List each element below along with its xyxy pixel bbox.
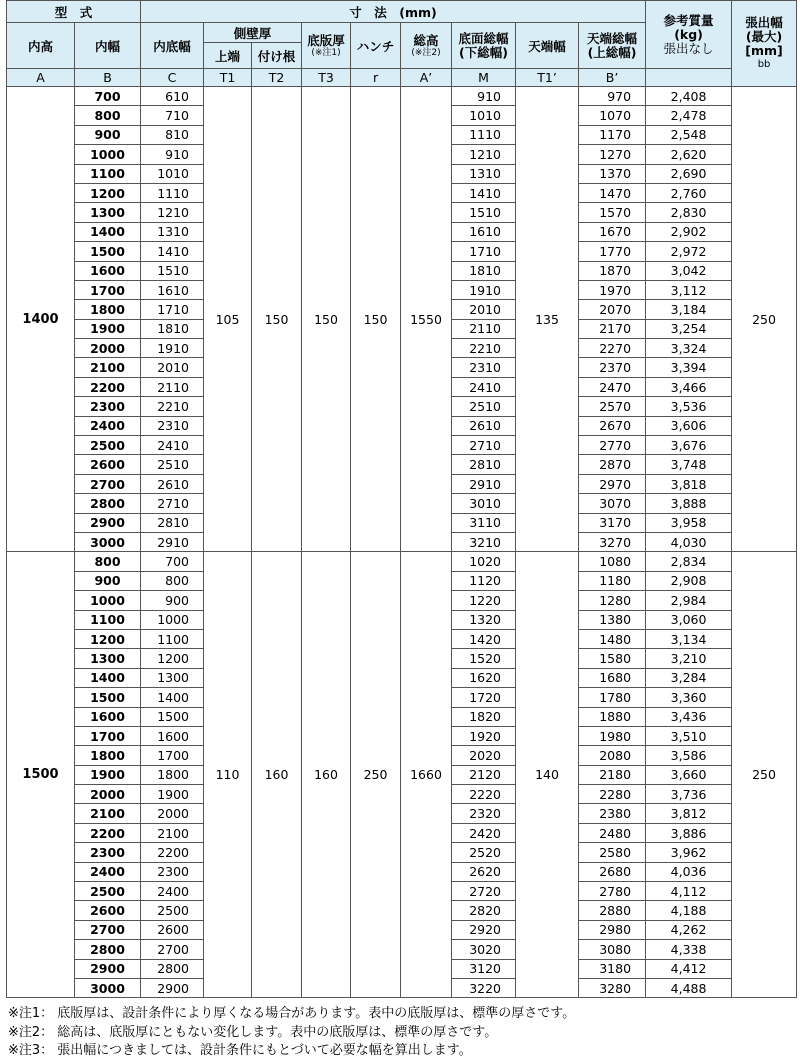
mass-cell: 2,620 (646, 145, 732, 164)
inner-width-cell: 800 (75, 106, 141, 125)
inner-width-cell: 1700 (75, 726, 141, 745)
inner-bottom-width-cell: 1300 (141, 668, 204, 687)
bottom-width-cell: 1010 (452, 106, 516, 125)
inner-width-cell: 800 (75, 552, 141, 571)
header-top-total-width: 天端総幅 (上総幅) (579, 23, 646, 69)
bottom-width-cell: 2710 (452, 436, 516, 455)
inner-bottom-width-cell: 2100 (141, 823, 204, 842)
inner-bottom-width-cell: 2000 (141, 804, 204, 823)
mass-cell: 3,510 (646, 726, 732, 745)
mass-cell: 4,188 (646, 901, 732, 920)
top-total-width-cell: 2070 (579, 300, 646, 319)
inner-width-cell: 2600 (75, 901, 141, 920)
bottom-width-cell: 1510 (452, 203, 516, 222)
top-total-width-cell: 2780 (579, 882, 646, 901)
inner-bottom-width-cell: 1600 (141, 726, 204, 745)
mass-cell: 3,660 (646, 765, 732, 784)
haunch-cell: 150 (351, 87, 401, 552)
bottom-width-cell: 1720 (452, 688, 516, 707)
inner-width-cell: 1300 (75, 203, 141, 222)
top-total-width-cell: 3270 (579, 532, 646, 551)
inner-bottom-width-cell: 1400 (141, 688, 204, 707)
inner-bottom-width-cell: 2910 (141, 532, 204, 551)
inner-bottom-width-cell: 1310 (141, 222, 204, 241)
mass-cell: 3,112 (646, 280, 732, 299)
mass-cell: 4,412 (646, 959, 732, 978)
inner-bottom-width-cell: 1900 (141, 785, 204, 804)
bottom-width-cell: 2320 (452, 804, 516, 823)
top-total-width-cell: 1280 (579, 591, 646, 610)
mass-cell: 2,972 (646, 242, 732, 261)
inner-bottom-width-cell: 2410 (141, 436, 204, 455)
mass-cell: 4,262 (646, 920, 732, 939)
inner-bottom-width-cell: 1010 (141, 164, 204, 183)
inner-width-cell: 1100 (75, 610, 141, 629)
top-total-width-cell: 3280 (579, 978, 646, 997)
bottom-width-cell: 3120 (452, 959, 516, 978)
inner-bottom-width-cell: 1200 (141, 649, 204, 668)
top-total-width-cell: 2180 (579, 765, 646, 784)
bottom-width-cell: 2910 (452, 474, 516, 493)
inner-width-cell: 2500 (75, 436, 141, 455)
mass-cell: 2,690 (646, 164, 732, 183)
footnote-1: ※注1： 底版厚は、設計条件により厚くなる場合があります。表中の底版厚は、標準の厚さです。 (8, 1006, 576, 1021)
bottom-width-cell: 2410 (452, 377, 516, 396)
mass-cell: 2,908 (646, 571, 732, 590)
mass-cell: 2,984 (646, 591, 732, 610)
inner-width-cell: 1900 (75, 765, 141, 784)
sym: T1 (204, 69, 252, 87)
sym-blank (646, 69, 732, 87)
inner-width-cell: 1600 (75, 707, 141, 726)
table-row (7, 87, 797, 106)
mass-cell: 3,586 (646, 746, 732, 765)
top-total-width-cell: 3180 (579, 959, 646, 978)
header-root: 付け根 (252, 43, 302, 69)
mass-cell: 3,184 (646, 300, 732, 319)
top-total-width-cell: 1080 (579, 552, 646, 571)
bottom-width-cell: 2210 (452, 339, 516, 358)
inner-width-cell: 1200 (75, 629, 141, 648)
header-mass: 参考質量 (kg) 張出なし (646, 1, 732, 69)
inner-width-cell: 1900 (75, 319, 141, 338)
inner-bottom-width-cell: 2300 (141, 862, 204, 881)
inner-width-cell: 700 (75, 87, 141, 106)
bottom-width-cell: 1610 (452, 222, 516, 241)
bottom-width-cell: 1420 (452, 629, 516, 648)
top-thickness-cell: 135 (516, 87, 579, 552)
inner-bottom-width-cell: 2310 (141, 416, 204, 435)
mass-cell: 2,548 (646, 125, 732, 144)
bottom-width-cell: 2020 (452, 746, 516, 765)
inner-width-cell: 2500 (75, 882, 141, 901)
header-haunch: ハンチ (351, 23, 401, 69)
footnotes (8, 1005, 575, 1061)
inner-height-cell: 1400 (7, 87, 75, 552)
bottom-width-cell: 1910 (452, 280, 516, 299)
mass-cell: 3,958 (646, 513, 732, 532)
inner-width-cell: 2700 (75, 920, 141, 939)
inner-width-cell: 2700 (75, 474, 141, 493)
top-total-width-cell: 1980 (579, 726, 646, 745)
footnote-3: ※注3： 張出幅につきましては、設計条件にもとづいて必要な幅を算出します。 (8, 1043, 472, 1058)
top-total-width-cell: 2480 (579, 823, 646, 842)
sym: B (75, 69, 141, 87)
sym: T1’ (516, 69, 579, 87)
inner-width-cell: 1800 (75, 746, 141, 765)
inner-bottom-width-cell: 1810 (141, 319, 204, 338)
header-base-thickness: 底版厚 (※注1) (302, 23, 351, 69)
table-row (7, 552, 797, 571)
inner-width-cell: 1300 (75, 649, 141, 668)
top-total-width-cell: 2370 (579, 358, 646, 377)
top-total-width-cell: 1670 (579, 222, 646, 241)
mass-cell: 3,394 (646, 358, 732, 377)
bottom-width-cell: 2420 (452, 823, 516, 842)
inner-width-cell: 2100 (75, 804, 141, 823)
mass-cell: 3,466 (646, 377, 732, 396)
inner-width-cell: 1600 (75, 261, 141, 280)
inner-bottom-width-cell: 800 (141, 571, 204, 590)
header-total-height: 総高 (※注2) (401, 23, 452, 69)
sym: M (452, 69, 516, 87)
mass-cell: 2,834 (646, 552, 732, 571)
top-total-width-cell: 1870 (579, 261, 646, 280)
top-total-width-cell: 1570 (579, 203, 646, 222)
inner-bottom-width-cell: 1610 (141, 280, 204, 299)
top-total-width-cell: 2680 (579, 862, 646, 881)
bottom-width-cell: 2010 (452, 300, 516, 319)
base-thickness-cell: 160 (302, 552, 351, 998)
top-total-width-cell: 2080 (579, 746, 646, 765)
mass-cell: 3,886 (646, 823, 732, 842)
bottom-width-cell: 2610 (452, 416, 516, 435)
inner-width-cell: 2800 (75, 494, 141, 513)
inner-width-cell: 3000 (75, 532, 141, 551)
inner-width-cell: 2600 (75, 455, 141, 474)
bottom-width-cell: 3220 (452, 978, 516, 997)
inner-bottom-width-cell: 1510 (141, 261, 204, 280)
inner-bottom-width-cell: 1700 (141, 746, 204, 765)
inner-bottom-width-cell: 810 (141, 125, 204, 144)
mass-cell: 3,324 (646, 339, 732, 358)
top-total-width-cell: 1470 (579, 183, 646, 202)
bottom-width-cell: 3210 (452, 532, 516, 551)
inner-bottom-width-cell: 2800 (141, 959, 204, 978)
bottom-width-cell: 1320 (452, 610, 516, 629)
inner-bottom-width-cell: 700 (141, 552, 204, 571)
top-total-width-cell: 2280 (579, 785, 646, 804)
inner-bottom-width-cell: 1210 (141, 203, 204, 222)
inner-width-cell: 900 (75, 571, 141, 590)
top-total-width-cell: 2980 (579, 920, 646, 939)
inner-bottom-width-cell: 1110 (141, 183, 204, 202)
top-total-width-cell: 1780 (579, 688, 646, 707)
inner-width-cell: 2200 (75, 823, 141, 842)
header-sidewall: 側壁厚 (204, 23, 302, 43)
inner-width-cell: 1200 (75, 183, 141, 202)
top-total-width-cell: 1270 (579, 145, 646, 164)
sym: A (7, 69, 75, 87)
bottom-width-cell: 2920 (452, 920, 516, 939)
mass-cell: 3,042 (646, 261, 732, 280)
inner-width-cell: 1100 (75, 164, 141, 183)
bottom-width-cell: 1810 (452, 261, 516, 280)
bottom-width-cell: 1710 (452, 242, 516, 261)
inner-bottom-width-cell: 2110 (141, 377, 204, 396)
bottom-width-cell: 2120 (452, 765, 516, 784)
table-header (7, 1, 797, 87)
inner-bottom-width-cell: 2710 (141, 494, 204, 513)
header-top-end: 上端 (204, 43, 252, 69)
header-overhang: 張出幅 (最大) [mm] bb (732, 1, 797, 87)
top-total-width-cell: 3080 (579, 940, 646, 959)
header-inner-height: 内高 (7, 23, 75, 69)
top-total-width-cell: 1880 (579, 707, 646, 726)
inner-bottom-width-cell: 1410 (141, 242, 204, 261)
header-dims: 寸 法 (mm) (141, 1, 646, 23)
bottom-width-cell: 1220 (452, 591, 516, 610)
bottom-width-cell: 2110 (452, 319, 516, 338)
inner-bottom-width-cell: 2600 (141, 920, 204, 939)
bottom-width-cell: 2220 (452, 785, 516, 804)
mass-cell: 2,478 (646, 106, 732, 125)
inner-width-cell: 3000 (75, 978, 141, 997)
inner-width-cell: 2200 (75, 377, 141, 396)
inner-bottom-width-cell: 1500 (141, 707, 204, 726)
header-top-thickness: 天端幅 (516, 23, 579, 69)
mass-cell: 4,036 (646, 862, 732, 881)
bottom-width-cell: 2310 (452, 358, 516, 377)
top-total-width-cell: 2470 (579, 377, 646, 396)
inner-bottom-width-cell: 2810 (141, 513, 204, 532)
inner-width-cell: 2900 (75, 513, 141, 532)
top-total-width-cell: 2870 (579, 455, 646, 474)
haunch-cell: 250 (351, 552, 401, 998)
top-total-width-cell: 1180 (579, 571, 646, 590)
base-thickness-cell: 150 (302, 87, 351, 552)
inner-width-cell: 2000 (75, 785, 141, 804)
bottom-width-cell: 3020 (452, 940, 516, 959)
mass-cell: 3,210 (646, 649, 732, 668)
inner-bottom-width-cell: 900 (141, 591, 204, 610)
inner-bottom-width-cell: 2610 (141, 474, 204, 493)
mass-cell: 2,830 (646, 203, 732, 222)
sym: r (351, 69, 401, 87)
inner-width-cell: 1700 (75, 280, 141, 299)
inner-width-cell: 2400 (75, 862, 141, 881)
inner-bottom-width-cell: 2200 (141, 843, 204, 862)
bottom-width-cell: 1820 (452, 707, 516, 726)
inner-width-cell: 1500 (75, 688, 141, 707)
mass-cell: 3,360 (646, 688, 732, 707)
inner-width-cell: 2400 (75, 416, 141, 435)
mass-cell: 3,812 (646, 804, 732, 823)
inner-width-cell: 1400 (75, 222, 141, 241)
bottom-width-cell: 2620 (452, 862, 516, 881)
header-bottom-width: 底面総幅 (下総幅) (452, 23, 516, 69)
top-total-width-cell: 2970 (579, 474, 646, 493)
top-total-width-cell: 2170 (579, 319, 646, 338)
top-total-width-cell: 2270 (579, 339, 646, 358)
inner-bottom-width-cell: 2510 (141, 455, 204, 474)
mass-cell: 4,488 (646, 978, 732, 997)
root-cell: 150 (252, 87, 302, 552)
inner-width-cell: 1000 (75, 591, 141, 610)
spec-table (6, 0, 797, 998)
inner-bottom-width-cell: 610 (141, 87, 204, 106)
mass-cell: 3,676 (646, 436, 732, 455)
top-total-width-cell: 2580 (579, 843, 646, 862)
mass-cell: 2,408 (646, 87, 732, 106)
bottom-width-cell: 1920 (452, 726, 516, 745)
mass-cell: 3,134 (646, 629, 732, 648)
bottom-width-cell: 2520 (452, 843, 516, 862)
top-total-width-cell: 2770 (579, 436, 646, 455)
mass-cell: 3,748 (646, 455, 732, 474)
top-total-width-cell: 1170 (579, 125, 646, 144)
inner-bottom-width-cell: 910 (141, 145, 204, 164)
mass-cell: 4,030 (646, 532, 732, 551)
top-total-width-cell: 3170 (579, 513, 646, 532)
inner-width-cell: 2000 (75, 339, 141, 358)
mass-cell: 2,902 (646, 222, 732, 241)
bottom-width-cell: 1410 (452, 183, 516, 202)
top-total-width-cell: 2570 (579, 397, 646, 416)
top-total-width-cell: 1680 (579, 668, 646, 687)
bottom-width-cell: 2820 (452, 901, 516, 920)
mass-cell: 3,284 (646, 668, 732, 687)
inner-bottom-width-cell: 1100 (141, 629, 204, 648)
top-total-width-cell: 2670 (579, 416, 646, 435)
mass-cell: 3,962 (646, 843, 732, 862)
bottom-width-cell: 2810 (452, 455, 516, 474)
inner-bottom-width-cell: 2500 (141, 901, 204, 920)
inner-bottom-width-cell: 2010 (141, 358, 204, 377)
inner-bottom-width-cell: 1000 (141, 610, 204, 629)
inner-width-cell: 2800 (75, 940, 141, 959)
mass-cell: 4,338 (646, 940, 732, 959)
top-end-cell: 110 (204, 552, 252, 998)
inner-bottom-width-cell: 2700 (141, 940, 204, 959)
inner-width-cell: 1500 (75, 242, 141, 261)
inner-bottom-width-cell: 710 (141, 106, 204, 125)
inner-bottom-width-cell: 1800 (141, 765, 204, 784)
bottom-width-cell: 1110 (452, 125, 516, 144)
top-thickness-cell: 140 (516, 552, 579, 998)
mass-cell: 3,818 (646, 474, 732, 493)
inner-bottom-width-cell: 2900 (141, 978, 204, 997)
mass-cell: 3,536 (646, 397, 732, 416)
mass-cell: 2,760 (646, 183, 732, 202)
top-end-cell: 105 (204, 87, 252, 552)
header-inner-width: 内幅 (75, 23, 141, 69)
top-total-width-cell: 3070 (579, 494, 646, 513)
top-total-width-cell: 1070 (579, 106, 646, 125)
top-total-width-cell: 1480 (579, 629, 646, 648)
bottom-width-cell: 3110 (452, 513, 516, 532)
overhang-cell: 250 (732, 552, 797, 998)
top-total-width-cell: 2380 (579, 804, 646, 823)
top-total-width-cell: 2880 (579, 901, 646, 920)
bottom-width-cell: 2720 (452, 882, 516, 901)
inner-bottom-width-cell: 2400 (141, 882, 204, 901)
mass-cell: 3,254 (646, 319, 732, 338)
top-total-width-cell: 1970 (579, 280, 646, 299)
top-total-width-cell: 970 (579, 87, 646, 106)
root-cell: 160 (252, 552, 302, 998)
inner-width-cell: 2300 (75, 843, 141, 862)
bottom-width-cell: 1120 (452, 571, 516, 590)
bottom-width-cell: 1520 (452, 649, 516, 668)
bottom-width-cell: 1310 (452, 164, 516, 183)
total-height-cell: 1550 (401, 87, 452, 552)
mass-cell: 3,888 (646, 494, 732, 513)
table-body (7, 87, 797, 998)
bottom-width-cell: 1620 (452, 668, 516, 687)
mass-cell: 3,436 (646, 707, 732, 726)
header-type: 型 式 (7, 1, 141, 23)
bottom-width-cell: 2510 (452, 397, 516, 416)
inner-height-cell: 1500 (7, 552, 75, 998)
sym: A’ (401, 69, 452, 87)
inner-width-cell: 1400 (75, 668, 141, 687)
total-height-cell: 1660 (401, 552, 452, 998)
top-total-width-cell: 1770 (579, 242, 646, 261)
mass-cell: 3,736 (646, 785, 732, 804)
inner-width-cell: 1800 (75, 300, 141, 319)
sym: C (141, 69, 204, 87)
mass-cell: 3,060 (646, 610, 732, 629)
top-total-width-cell: 1370 (579, 164, 646, 183)
inner-width-cell: 900 (75, 125, 141, 144)
inner-width-cell: 2100 (75, 358, 141, 377)
inner-width-cell: 2900 (75, 959, 141, 978)
mass-cell: 4,112 (646, 882, 732, 901)
sym: T3 (302, 69, 351, 87)
bottom-width-cell: 1210 (452, 145, 516, 164)
inner-bottom-width-cell: 2210 (141, 397, 204, 416)
inner-bottom-width-cell: 1710 (141, 300, 204, 319)
inner-width-cell: 2300 (75, 397, 141, 416)
top-total-width-cell: 1580 (579, 649, 646, 668)
bottom-width-cell: 3010 (452, 494, 516, 513)
sym: T2 (252, 69, 302, 87)
bottom-width-cell: 1020 (452, 552, 516, 571)
overhang-cell: 250 (732, 87, 797, 552)
top-total-width-cell: 1380 (579, 610, 646, 629)
bottom-width-cell: 910 (452, 87, 516, 106)
footnote-2: ※注2： 総高は、底版厚にともない変化します。表中の底版厚は、標準の厚さです。 (8, 1024, 498, 1040)
mass-cell: 3,606 (646, 416, 732, 435)
header-inner-bottom-width: 内底幅 (141, 23, 204, 69)
inner-width-cell: 1000 (75, 145, 141, 164)
inner-bottom-width-cell: 1910 (141, 339, 204, 358)
sym: B’ (579, 69, 646, 87)
